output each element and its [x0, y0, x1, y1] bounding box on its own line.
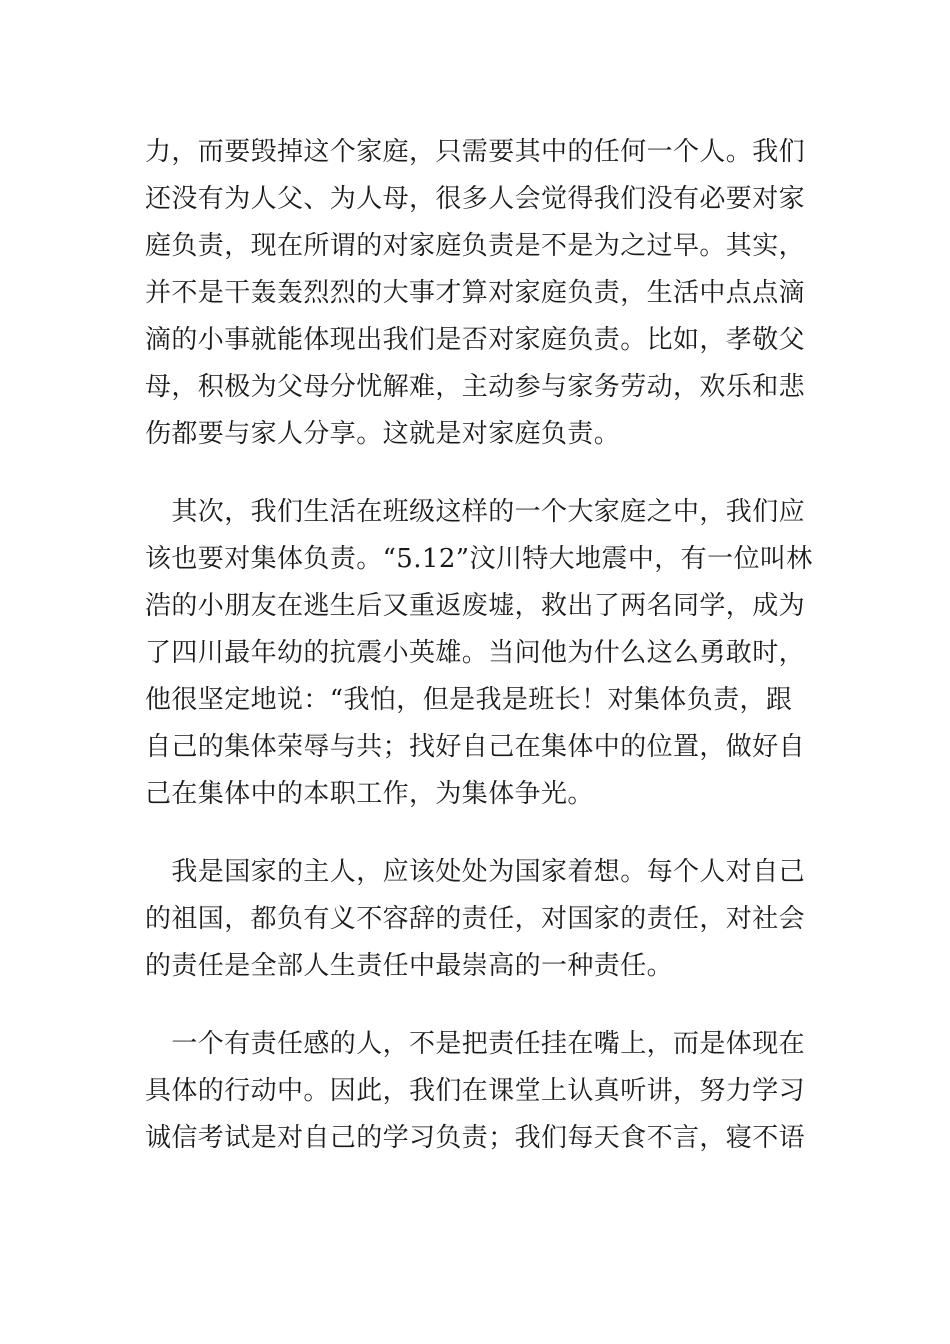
text-line: 还没有为人父、为人母，很多人会觉得我们没有必要对家	[145, 184, 806, 214]
paragraph-responsible-action	[145, 1021, 811, 1162]
text-line: 诚信考试是对自己的学习负责；我们每天食不言，寝不语	[145, 1123, 806, 1153]
text-line: 的责任是全部人生责任中最崇高的一种责任。	[145, 951, 674, 981]
paragraph-collective-responsibility	[145, 489, 811, 818]
paragraph-spacing	[145, 990, 811, 1021]
text-line: 其次，我们生活在班级这样的一个大家庭之中，我们应	[145, 497, 806, 527]
paragraph-family-responsibility	[145, 129, 811, 458]
text-line: 己在集体中的本职工作，为集体争光。	[145, 779, 594, 809]
text-line: 并不是干轰轰烈烈的大事才算对家庭负责，生活中点点滴	[145, 278, 806, 308]
text-line: 庭负责，现在所谓的对家庭负责是不是为之过早。其实，	[145, 231, 806, 261]
text-line: 浩的小朋友在逃生后又重返废墟，救出了两名同学，成为	[145, 591, 806, 621]
paragraph-spacing	[145, 458, 811, 489]
text-line: 伤都要与家人分享。这就是对家庭负责。	[145, 419, 621, 449]
text-line: 母，积极为父母分忧解难，主动参与家务劳动，欢乐和悲	[145, 372, 806, 402]
text-line: 该也要对集体负责。“5.12”汶川特大地震中，有一位叫林	[145, 544, 813, 574]
text-line: 滴的小事就能体现出我们是否对家庭负责。比如，孝敬父	[145, 325, 806, 355]
paragraph-national-responsibility	[145, 849, 811, 990]
text-line: 他很坚定地说：“我怕，但是我是班长！对集体负责，跟	[145, 685, 793, 715]
document-body	[145, 129, 811, 1162]
text-line: 的祖国，都负有义不容辞的责任，对国家的责任，对社会	[145, 904, 806, 934]
text-line: 自己的集体荣辱与共；找好自己在集体中的位置，做好自	[145, 732, 806, 762]
text-line: 我是国家的主人，应该处处为国家着想。每个人对自己	[145, 857, 806, 887]
text-line: 力，而要毁掉这个家庭，只需要其中的任何一个人。我们	[145, 137, 806, 167]
text-line: 了四川最年幼的抗震小英雄。当问他为什么这么勇敢时，	[145, 638, 806, 668]
text-line: 一个有责任感的人，不是把责任挂在嘴上，而是体现在	[145, 1029, 806, 1059]
paragraph-spacing	[145, 818, 811, 849]
text-line: 具体的行动中。因此，我们在课堂上认真听讲，努力学习	[145, 1076, 806, 1106]
